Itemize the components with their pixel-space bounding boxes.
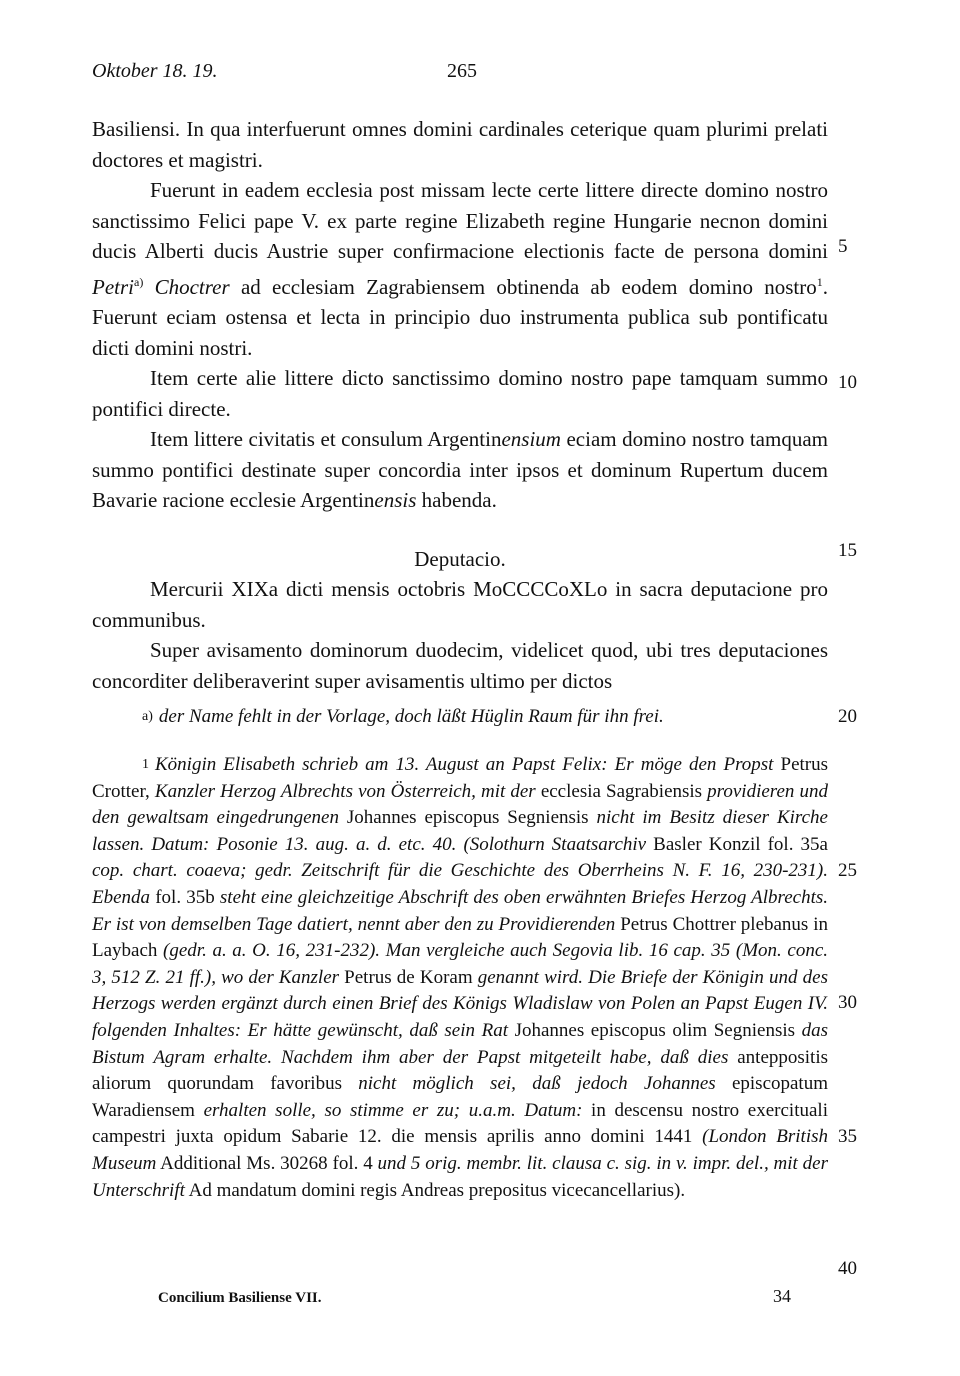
line-number: 20 — [838, 706, 857, 727]
line-number: 15 — [838, 540, 857, 561]
paragraph: Mercurii XIXa dicti mensis octobris MoCCCCoXLo in sacra deputacione pro communibus. — [92, 577, 828, 632]
footnote-ref-1: 1 — [816, 274, 823, 289]
line-number: 30 — [838, 992, 857, 1013]
paragraph: Basiliensi. In qua interfuerunt omnes domini cardinales ceterique quam plurimi prelati doctores et magistri. — [92, 117, 828, 172]
footer-title: Concilium Basiliense VII. — [158, 1290, 322, 1306]
footnote-1: $^1$ Königin Elisabeth schrieb am 13. August an Papst Felix: Er möge den Propst Petrus Crotter, Kanzler Herzog Albrechts von Österreich, mit der ecclesia Sagrabiensis providieren und den gewaltsam eingedrungenen Johannes episcopus Segniensis nicht im Besitz dieser Kirche lassen. Datum: Posonie 13. aug. a. d. etc. 40. (Solothurn Staatsarchiv Basler Konzil fol. 35a cop. chart. coaeva; gedr. Zeitschrift für die Geschichte des Oberrheins N. F. 16, 230-231). Ebenda fol. 35b steht eine gleichzeitige Abschrift des oben erwähnten Briefes Herzog Albrechts. Er ist von demselben Tage datiert, nennt aber den zu Providierenden Petrus Chottrer plebanus in Laybach (gedr. a. a. O. 16, 231-232). Man vergleiche auch Segovia lib. 16 cap. 35 (Mon. conc. 3, 512 Z. 21 ff.), wo der Kanzler Petrus de Koram genannt wird. Die Briefe der Königin und des Herzogs werden ergänzt durch einen Brief des Königs Wladislaw von Polen an Papst Eugen IV. folgenden Inhaltes: Er hätte gewünscht, daß sein Rat Johannes episcopus olim Segniensis das Bistum Agram erhalte. Nachdem ihm aber der Papst mitgeteilt habe, daß dies anteppositis aliorum quorundam favoribus nicht möglich sei, daß jedoch Johannes episcopatum Waradiensem erhalten solle, so stimme er zu; u.a.m. Datum: in descensu nostro exercituali campestri juxta opidum Sabarie 12. die mensis aprilis anno domini 1441 (London British Museum Additional Ms. 30268 fol. 4 und 5 orig. membr. lit. clausa c. sig. in v. impr. del., mit der Unterschrift Ad mandatum domini regis Andreas prepositus vicecancellarius). — [92, 754, 829, 1201]
main-text — [92, 114, 828, 696]
line-number: 35 — [838, 1126, 857, 1147]
paragraph: Super avisamento dominorum duodecim, videlicet quod, ubi tres deputaciones concorditer deliberaverint super avisamentis ultimo per dictos — [92, 638, 828, 693]
page-number: 265 — [447, 60, 477, 82]
section-heading: Deputacio. — [414, 546, 506, 571]
line-number: 10 — [838, 372, 857, 393]
footnote-ref-a: a) — [134, 274, 144, 289]
header-date: Oktober 18. 19. — [92, 60, 218, 82]
paragraph: Item certe alie littere dicto sanctissimo domino nostro pape tamquam summo pontifici directe. — [92, 366, 828, 421]
footnote-mark: a) — [142, 709, 153, 724]
footnote-text: der Name fehlt in der Vorlage, doch läßt Hüglin Raum für ihn frei. — [158, 706, 664, 727]
line-number: 40 — [838, 1258, 857, 1279]
line-number: 5 — [838, 236, 848, 257]
paragraph: Fuerunt in eadem ecclesia post missam lecte certe littere directe domino nostro sanctissimo Felici pape V. ex parte regine Elizabeth regine Hungarie necnon domini ducis Alberti ducis Austrie super confirmacione electionis facte de persona domini Petri$^{a)}$ Choctrer ad ecclesiam Zagrabiensem obtinenda ab eodem domino nostro$^1$. Fuerunt eciam ostensa et lecta in principio duo instrumenta publica sub pontificatu dicti domini nostri. — [92, 178, 828, 360]
line-number: 25 — [838, 860, 857, 881]
footnote-mark: 1 — [142, 757, 149, 772]
footnote-a — [92, 704, 828, 730]
signature-mark: 34 — [773, 1286, 791, 1306]
paragraph: Item littere civitatis et consulum Argentinensium eciam domino nostro tamquam summo pontifici destinate super concordia inter ipsos et dominum Rupertum ducem Bavarie racione ecclesie Argentinensis habenda. — [92, 427, 828, 512]
